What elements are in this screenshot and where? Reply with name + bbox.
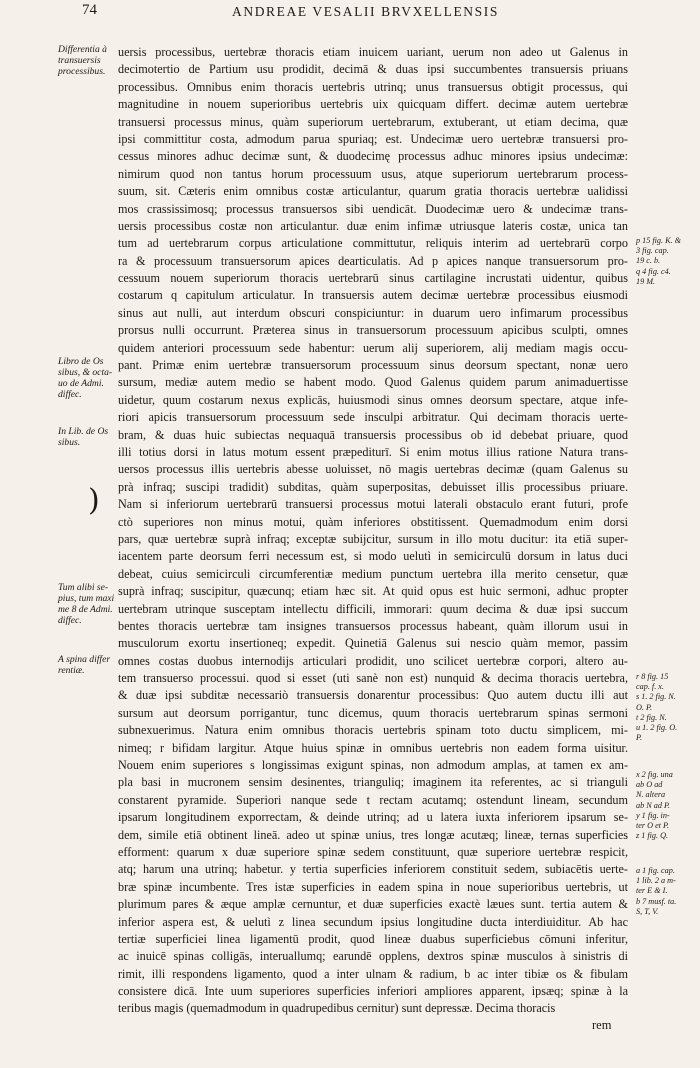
text-line: cessus minores adhuc decimæ sunt, & duodecimę processus adhuc minores ipsius undecimæ: <box>118 149 628 164</box>
text-line: cessuum nouem superiorum thoracis uertebrarū sinus cartilagine incrustati uidentur, quibus <box>118 271 628 286</box>
left-margin-note-in-lib-de-ossibus: In Lib. de Os sibus. <box>58 426 109 448</box>
text-line: pla basi in mucronem sensim desinentes, trianguliq; imaginem ita referentes, ac si trianguli <box>118 775 628 790</box>
text-line: illi totius dorsi in latus motum essent præpediturī. Si enim motus illius ratione Natura trans- <box>118 444 628 459</box>
catchword: rem <box>592 1018 612 1032</box>
text-line: bentes thoracis uertebræ tam insignes transuersos processus habeant, quàm illorum usui in <box>118 618 628 633</box>
left-margin-note-a-spina: A spina differ rentiæ. <box>58 654 111 676</box>
text-line: iacentem parte deorsum ferri necessum est, si modo uelutì in semicirculū dorsum in latus duci <box>118 549 628 564</box>
text-line: bram, & duas huic subiectas nequaquā transuersis processibus ob id debebat priuare, quod <box>118 427 628 442</box>
text-line: inferior aspera est, & uelutì z linea secundum ipsius longitudine ducta interdiuiditur. Ab hac <box>118 914 628 929</box>
main-text-block <box>118 44 628 1018</box>
text-line: Nam si inferiorum uertebrarū transuersi processus motui laterali obstaculo erant futuri, profe <box>118 497 628 512</box>
text-line: sursum aut deorsum porrigantur, tunc dicemus, quum thoracis uertebrarum spinas sermoni <box>118 705 628 720</box>
text-line: nimirum quod non tantus horum processuum usus, atque superiorum uertebrarum process- <box>118 166 628 181</box>
text-line: sinus aut nulli, aut interdum obscuri conspiciuntur: in duarum uero infimarum processibus <box>118 305 628 320</box>
text-line: uersis processibus costæ non articulantur. duæ enim infimæ utriusque lateris costæ, unica tan <box>118 218 628 233</box>
text-line: ipsi committitur costa, admodum parua spuriaq; est. Undecimæ uero uertebræ transuersi pro- <box>118 131 628 146</box>
text-line: ra & processuum transuersorum apices dearticulatis. Ad p apices nanque transuersorum pro- <box>118 253 628 268</box>
text-line: & duæ ipsi subditæ necessariò transuersis donarentur processibus: Quo autem ductu illi aut <box>118 688 628 703</box>
text-line: efforment: quarum x duæ superiore spinæ sedem constituunt, quæ superiore uertebræ respicit, <box>118 844 628 859</box>
left-margin-note-libro-de-ossibus: Libro de Os sibus, & octa- uo de Admi. diffec. <box>58 356 113 400</box>
text-line: processibus. Omnibus enim thoracis uertebris utrinq; unus transuersus obtigit processus, qui <box>118 79 628 94</box>
right-margin-note-figure-ref-a-b: a 1 fig. cap. 1 lib. 2 a m- ter E & I. b 7 musf. ta. S, T, V. <box>636 866 677 916</box>
text-line: debeat, cuius semicirculi circumferentiæ medium punctum uertebra illa merito censetur, quæ <box>118 566 628 581</box>
text-line: quidem anteriori processuum sede habentur: uerum alij superiorem, alij mediam magis occu- <box>118 340 628 355</box>
text-line: prà infraq; suscipi tradidit) subditas, quàm superpositas, debuisset illis processibus priuare. <box>118 479 628 494</box>
text-line: nimeq; r bifidam largitur. Atque huius spinæ in omnibus uertebris non eadem forma uisitur. <box>118 740 628 755</box>
text-line: costarum q capitulum articulatur. In transuersis autem decimæ uertebræ processibus eiusmodi <box>118 288 628 303</box>
text-line: pars, quæ uertebræ suprà infraq; exceptæ subijcitur, sursum in illo motu ducitur: ita etiā super- <box>118 531 628 546</box>
text-line: uersos processus illis uertebris abesse uoluisset, nō magis uertebras decimæ (quam Galenus su <box>118 462 628 477</box>
running-head: ANDREAE VESALII BRVXELLENSIS <box>232 4 499 19</box>
text-line: constarent pyramide. Superiori nanque sede t rectam acutamq; ostendunt lineam, secundum <box>118 792 628 807</box>
text-line: magnitudine in nouem superioribus uertebris uix quicquam differt. decimæ autem uertebræ <box>118 97 628 112</box>
text-line: transuersi processus minus, quàm superiorum uertebrarum, extuberant, ut etiam decima, quæ <box>118 114 628 129</box>
text-line: tertiæ superficiei linea ligamentū prodit, quod lineæ duabus superficiebus cōmuni inferitur, <box>118 931 628 946</box>
right-margin-note-figure-ref-r-u: r 8 fig. 15 cap. f. x. s 1. 2 fig. N. O. P. t 2 fig. N. u 1. 2 fig. O. P. <box>636 672 678 743</box>
text-line: Nouem enim superiores s longissimas exigunt spinas, non admodum amplas, at tamen ex am- <box>118 758 628 773</box>
text-line: mos crassissimosq; processus transuersos sibi uendicāt. Duodecimæ uero & undecimæ trans- <box>118 201 628 216</box>
text-line: uertebram utrinque susceptam intellectu difficili, immorari: quum decima & duæ ipsi succum <box>118 601 628 616</box>
right-margin-note-figure-ref-x-z: x 2 fig. una ab O ad N. altera ab N ad P. y 1 fig. in- ter O et P. z 1 fig. Q. <box>636 770 673 841</box>
text-line: prorsus nulli occurrunt. Præterea sinus in transuersorum processuum apicibus sculpti, omnes <box>118 323 628 338</box>
text-line: sursum, mediæ autem medio se habent modo. Quod Galenus quidem parum animaduertisse <box>118 375 628 390</box>
text-line: uidetur, quum costarum nexus explicās, huiusmodi sinus omnes deorsum spectare, atque infe- <box>118 392 628 407</box>
text-line: atq; harum una utrinq; habetur. y tertia superficies inferiorem constituit sedem, subiacētis uerte- <box>118 862 628 877</box>
marginal-bracket-mark: ) <box>88 483 100 518</box>
text-line: suum, sit. Cæteris enim omnibus costæ articulantur, quarum gratia thoracis uertebræ ualidissi <box>118 184 628 199</box>
text-line: ctò superiores non minus motui, quàm inferiores obstitissent. Quemadmodum enim dorsi <box>118 514 628 529</box>
left-margin-note-differentia: Differentia à transuersis processibus. <box>58 44 107 77</box>
text-line: suprà infraq; suscipitur, quæcunq; etiam hæc sit. At quid opus est huic sermoni, adhuc propter <box>118 584 628 599</box>
text-line: musculorum exortu insertioneq; expedit. Quinetiā Galenus sui nescio quàm memor, passim <box>118 636 628 651</box>
page-header <box>82 2 622 24</box>
left-margin-note-tum-alibi: Tum alibi se- pius, tum maxi me 8 de Admi. diffec. <box>58 582 115 626</box>
text-line: rimit, illi respondens ligamento, quod a inter ulnam & radium, b ac inter tibiæ os & fibulam <box>118 966 628 981</box>
right-margin-note-figure-ref-p-q: p 15 fig. K. & 3 fig. cap. 19 c. b. q 4 fig. c4. 19 M. <box>636 236 682 286</box>
page-number: 74 <box>82 2 97 18</box>
text-line: plurimum pares & æque amplæ cernuntur, et duæ superficies exactè læues sunt. tertia autem & <box>118 897 628 912</box>
text-line: ac inuicē spinas colligās, interuallumq; earundē opplens, dextros spinæ musculos à sinistris di <box>118 949 628 964</box>
text-line: ipsarum longitudinem exporrectam, & deinde utrinq; ad u latera iuxta inferiorem ipsarum se- <box>118 810 628 825</box>
text-line: teribus magis (quemadmodum in quadrupedibus cernitur) sunt depressæ. Decima thoracis <box>118 1001 556 1016</box>
text-line: pant. Primæ enim uertebræ transuersorum processuum sinus deorsum spectant, nonæ uero <box>118 358 628 373</box>
text-line: uersis processibus, uertebræ thoracis etiam inuicem uariant, uerum non adeo ut Galenus in <box>118 45 628 59</box>
text-line: tem transuerso processui. quod si esset (uti sanè non est) nunquid & decima thoracis uertebra, <box>118 671 628 686</box>
text-line: tum ad uertebrarum corpus articulatione committutur, reliquis interim ad uertebrarū corpo <box>118 236 628 251</box>
text-line: decimotertio de Partium usu prodidit, decimā & duas ipsi succumbentes transuersis priuans <box>118 62 628 77</box>
text-line: bræ spinæ incumbente. Tres istæ superficies in eadem spina in noue superioribus uertebris, ut <box>118 879 628 894</box>
text-line: subnexuerimus. Natura enim omnibus thoracis uertebris spinam toto ductu simplicem, mi- <box>118 723 628 738</box>
text-line: riori apicis transuersorum processuum sede insculpi arbitratur. Qui decimam thoracis uerte- <box>118 410 628 425</box>
text-line: consistere dicā. Inte uum superiores superficies inferiori ampliores apparent, ipsæq; spinæ à la <box>118 984 628 999</box>
text-line: dem, simile etiā obtinent lineā. adeo ut spinæ unius, tres longæ acutæq; lineæ, ternas superficies <box>118 827 628 842</box>
text-line: omnes costas duobus internodijs articulari prodidit, uno scilicet uertebræ corpori, altero au- <box>118 653 628 668</box>
